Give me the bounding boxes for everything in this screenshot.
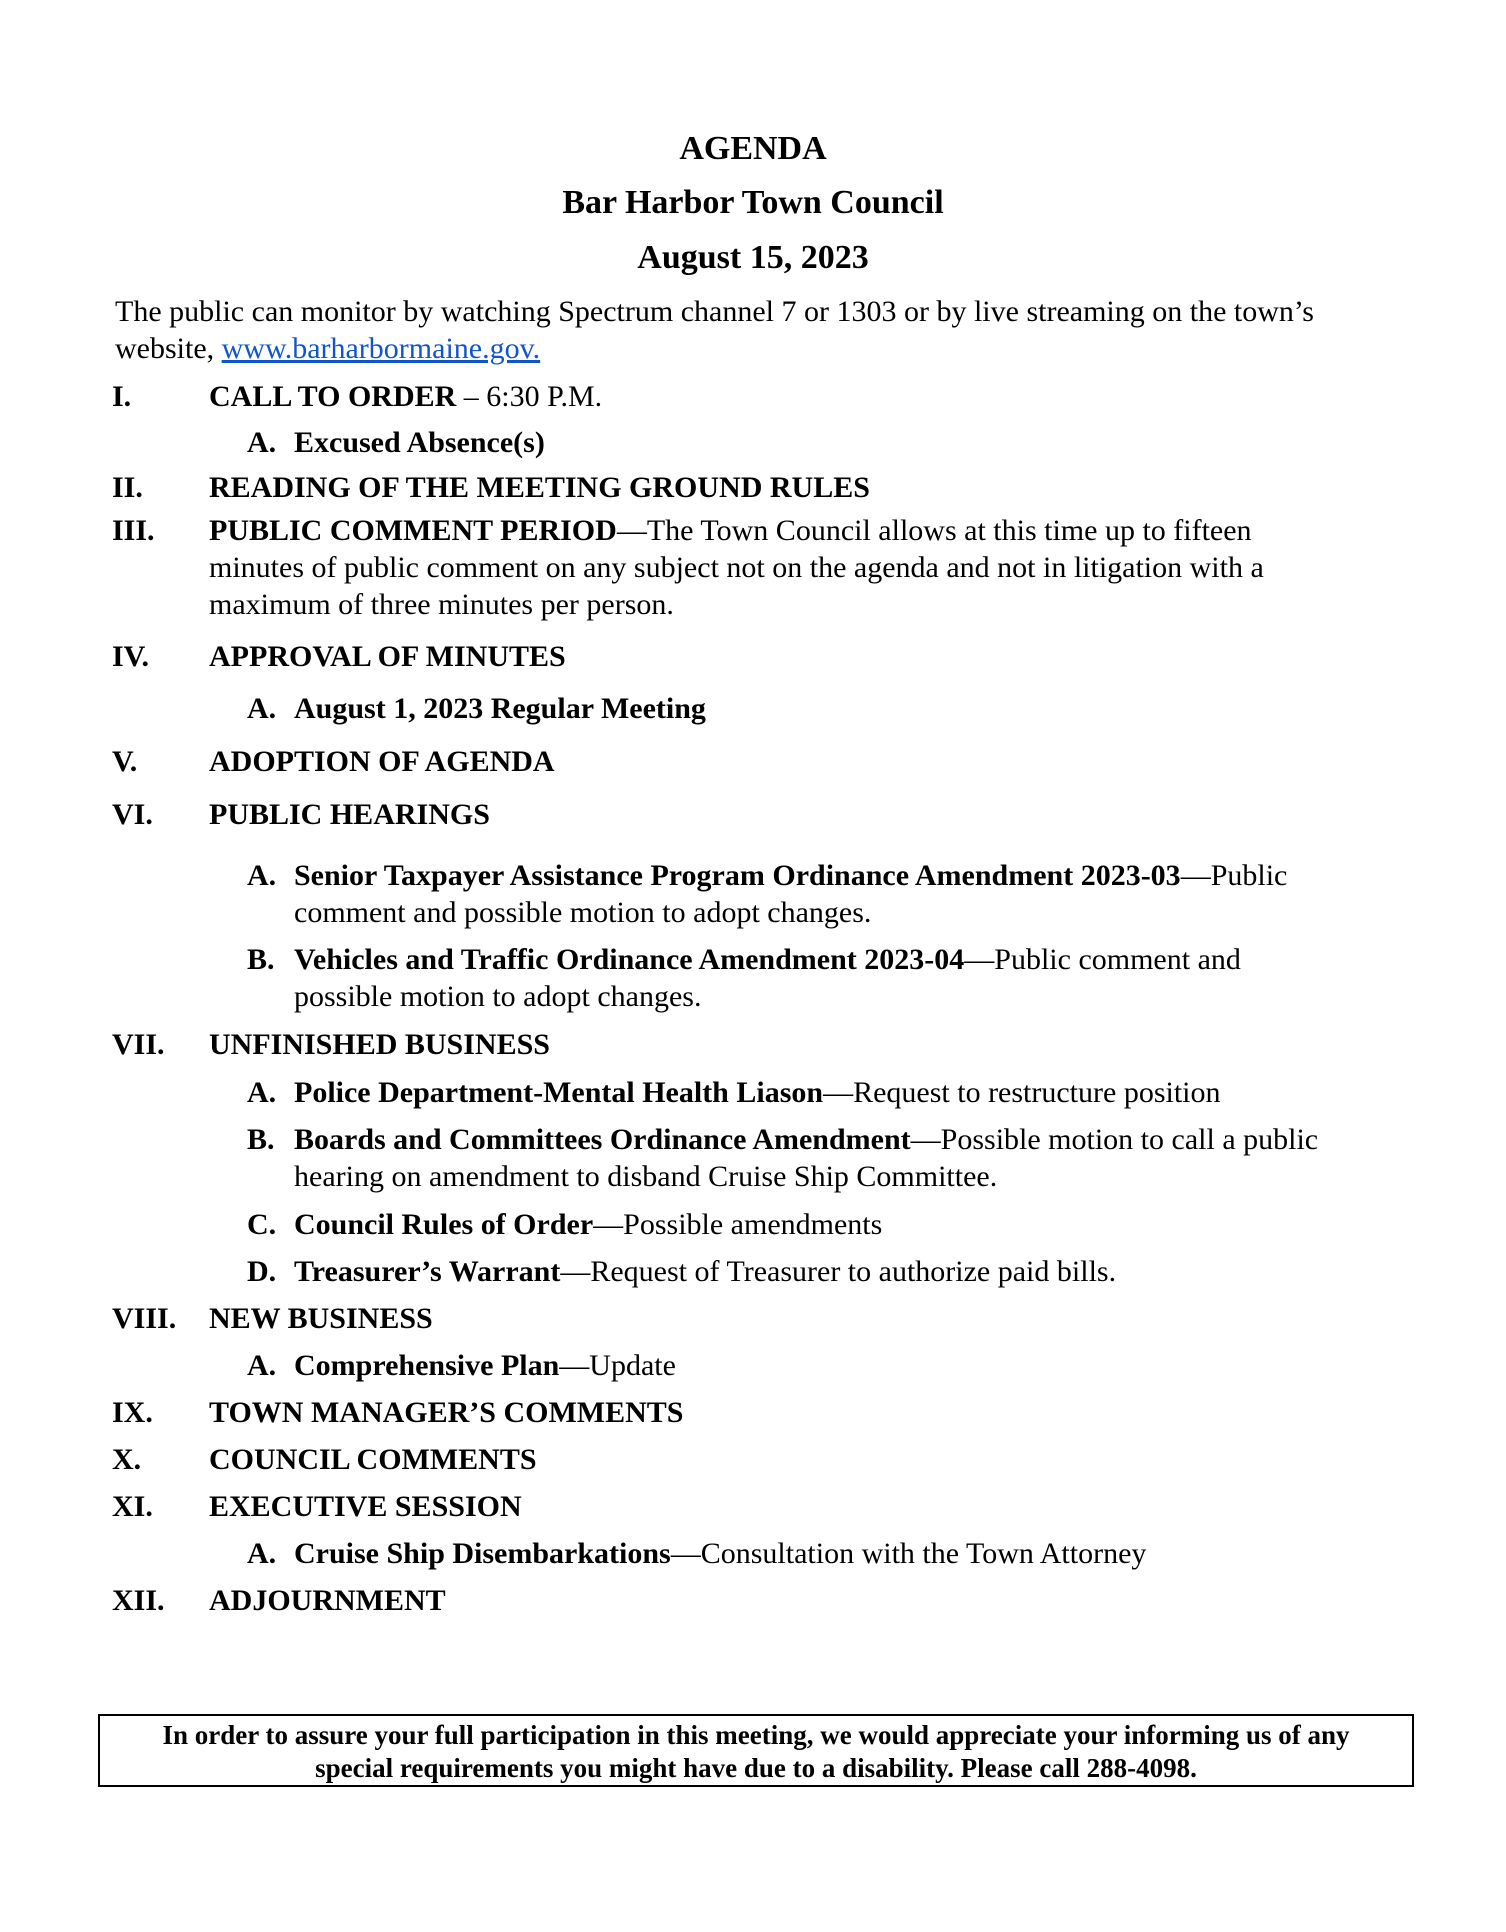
subitem-letter: B. xyxy=(247,943,275,976)
subitem-desc: —Public comment and xyxy=(964,943,1241,976)
intro-line-2 xyxy=(115,330,540,367)
subitem-title: Police Department-Mental Health Liason xyxy=(294,1076,824,1109)
subitem-title: Council Rules of Order xyxy=(294,1208,594,1241)
item-number: VI. xyxy=(112,798,153,831)
agenda-item-unfinished-business: UNFINISHED BUSINESS xyxy=(209,1028,550,1061)
subitem-letter: C. xyxy=(247,1208,277,1241)
subitem-letter: A. xyxy=(247,426,277,459)
subitem-title: Comprehensive Plan xyxy=(294,1349,560,1382)
item-title: PUBLIC COMMENT PERIOD xyxy=(209,514,617,547)
item-number: V. xyxy=(112,745,138,778)
subitem-letter: B. xyxy=(247,1123,275,1156)
subitem-excused-absences xyxy=(247,424,545,461)
item-number: II. xyxy=(112,471,143,504)
subitem-letter: A. xyxy=(247,1076,277,1109)
subitem-title: Senior Taxpayer Assistance Program Ordinance Amendment 2023-03 xyxy=(294,859,1181,892)
website-link[interactable]: www.barharbormaine.gov. xyxy=(221,332,541,365)
intro-line-2-prefix: website, xyxy=(115,332,222,365)
subitem-letter: A. xyxy=(247,859,277,892)
subitem-desc: —Public xyxy=(1180,859,1288,892)
agenda-item-executive-session: EXECUTIVE SESSION xyxy=(209,1490,522,1523)
agenda-item-council-comments: COUNCIL COMMENTS xyxy=(209,1443,537,1476)
agenda-item-town-manager-comments: TOWN MANAGER’S COMMENTS xyxy=(209,1396,684,1429)
page-title: AGENDA xyxy=(679,130,827,167)
subitem-treasurers-warrant xyxy=(247,1253,1116,1290)
item-number: III. xyxy=(112,514,155,547)
notice-line-1: In order to assure your full participation in this meeting, we would appreciate your informing us of any xyxy=(162,1720,1350,1750)
subitem-senior-taxpayer xyxy=(247,857,1287,894)
subitem-letter: A. xyxy=(247,692,277,725)
item-number: IV. xyxy=(112,640,149,673)
item-number: I. xyxy=(112,380,132,413)
subitem-desc-line: comment and possible motion to adopt changes. xyxy=(294,896,872,929)
subitem-desc-line: hearing on amendment to disband Cruise Ship Committee. xyxy=(294,1160,998,1193)
item-number: VIII. xyxy=(112,1302,177,1335)
meeting-date: August 15, 2023 xyxy=(637,239,869,276)
subitem-desc: —Consultation with the Town Attorney xyxy=(670,1537,1147,1570)
agenda-item-public-hearings: PUBLIC HEARINGS xyxy=(209,798,490,831)
subitem-boards-committees xyxy=(247,1121,1318,1158)
agenda-item-adjournment: ADJOURNMENT xyxy=(209,1584,446,1617)
council-name: Bar Harbor Town Council xyxy=(562,184,944,221)
subitem-title: Excused Absence(s) xyxy=(294,426,545,459)
item-time: – 6:30 P.M. xyxy=(456,380,603,413)
subitem-desc-line: possible motion to adopt changes. xyxy=(294,980,702,1013)
subitem-august-1-meeting xyxy=(247,690,706,727)
subitem-letter: D. xyxy=(247,1255,277,1288)
subitem-comprehensive-plan xyxy=(247,1347,676,1384)
item-number: X. xyxy=(112,1443,142,1476)
subitem-title: Boards and Committees Ordinance Amendment xyxy=(294,1123,911,1156)
accessibility-notice xyxy=(98,1714,1414,1787)
item-number: VII. xyxy=(112,1028,165,1061)
subitem-letter: A. xyxy=(247,1537,277,1570)
agenda-item-new-business: NEW BUSINESS xyxy=(209,1302,433,1335)
agenda-item-ground-rules: READING OF THE MEETING GROUND RULES xyxy=(209,471,870,504)
subitem-vehicles-traffic xyxy=(247,941,1241,978)
subitem-desc: —Possible motion to call a public xyxy=(910,1123,1319,1156)
subitem-council-rules xyxy=(247,1206,882,1243)
agenda-item-approval-of-minutes: APPROVAL OF MINUTES xyxy=(209,640,566,673)
subitem-title: Cruise Ship Disembarkations xyxy=(294,1537,671,1570)
intro-line-1: The public can monitor by watching Spectrum channel 7 or 1303 or by live streaming on the town’s xyxy=(115,295,1314,328)
item-desc-line: minutes of public comment on any subject not on the agenda and not in litigation with a xyxy=(209,551,1264,584)
subitem-letter: A. xyxy=(247,1349,277,1382)
subitem-desc: —Possible amendments xyxy=(593,1208,883,1241)
subitem-desc: —Update xyxy=(559,1349,676,1382)
notice-line-2: special requirements you might have due to a disability. Please call 288-4098. xyxy=(315,1753,1197,1783)
item-title: CALL TO ORDER xyxy=(209,380,457,413)
subitem-title: Treasurer’s Warrant xyxy=(294,1255,561,1288)
subitem-desc: —Request to restructure position xyxy=(823,1076,1221,1109)
agenda-item-adoption-of-agenda: ADOPTION OF AGENDA xyxy=(209,745,555,778)
item-number: XII. xyxy=(112,1584,165,1617)
item-desc-line: maximum of three minutes per person. xyxy=(209,588,674,621)
subitem-police-liason xyxy=(247,1074,1221,1111)
item-number: XI. xyxy=(112,1490,153,1523)
item-number: IX. xyxy=(112,1396,153,1429)
subitem-desc: —Request of Treasurer to authorize paid bills. xyxy=(560,1255,1117,1288)
item-desc: —The Town Council allows at this time up to fifteen xyxy=(616,514,1252,547)
agenda-item-call-to-order xyxy=(209,378,602,415)
subitem-cruise-ship xyxy=(247,1535,1146,1572)
agenda-item-public-comment xyxy=(209,512,1252,549)
subitem-title: August 1, 2023 Regular Meeting xyxy=(294,692,706,725)
subitem-title: Vehicles and Traffic Ordinance Amendment 2023-04 xyxy=(294,943,965,976)
